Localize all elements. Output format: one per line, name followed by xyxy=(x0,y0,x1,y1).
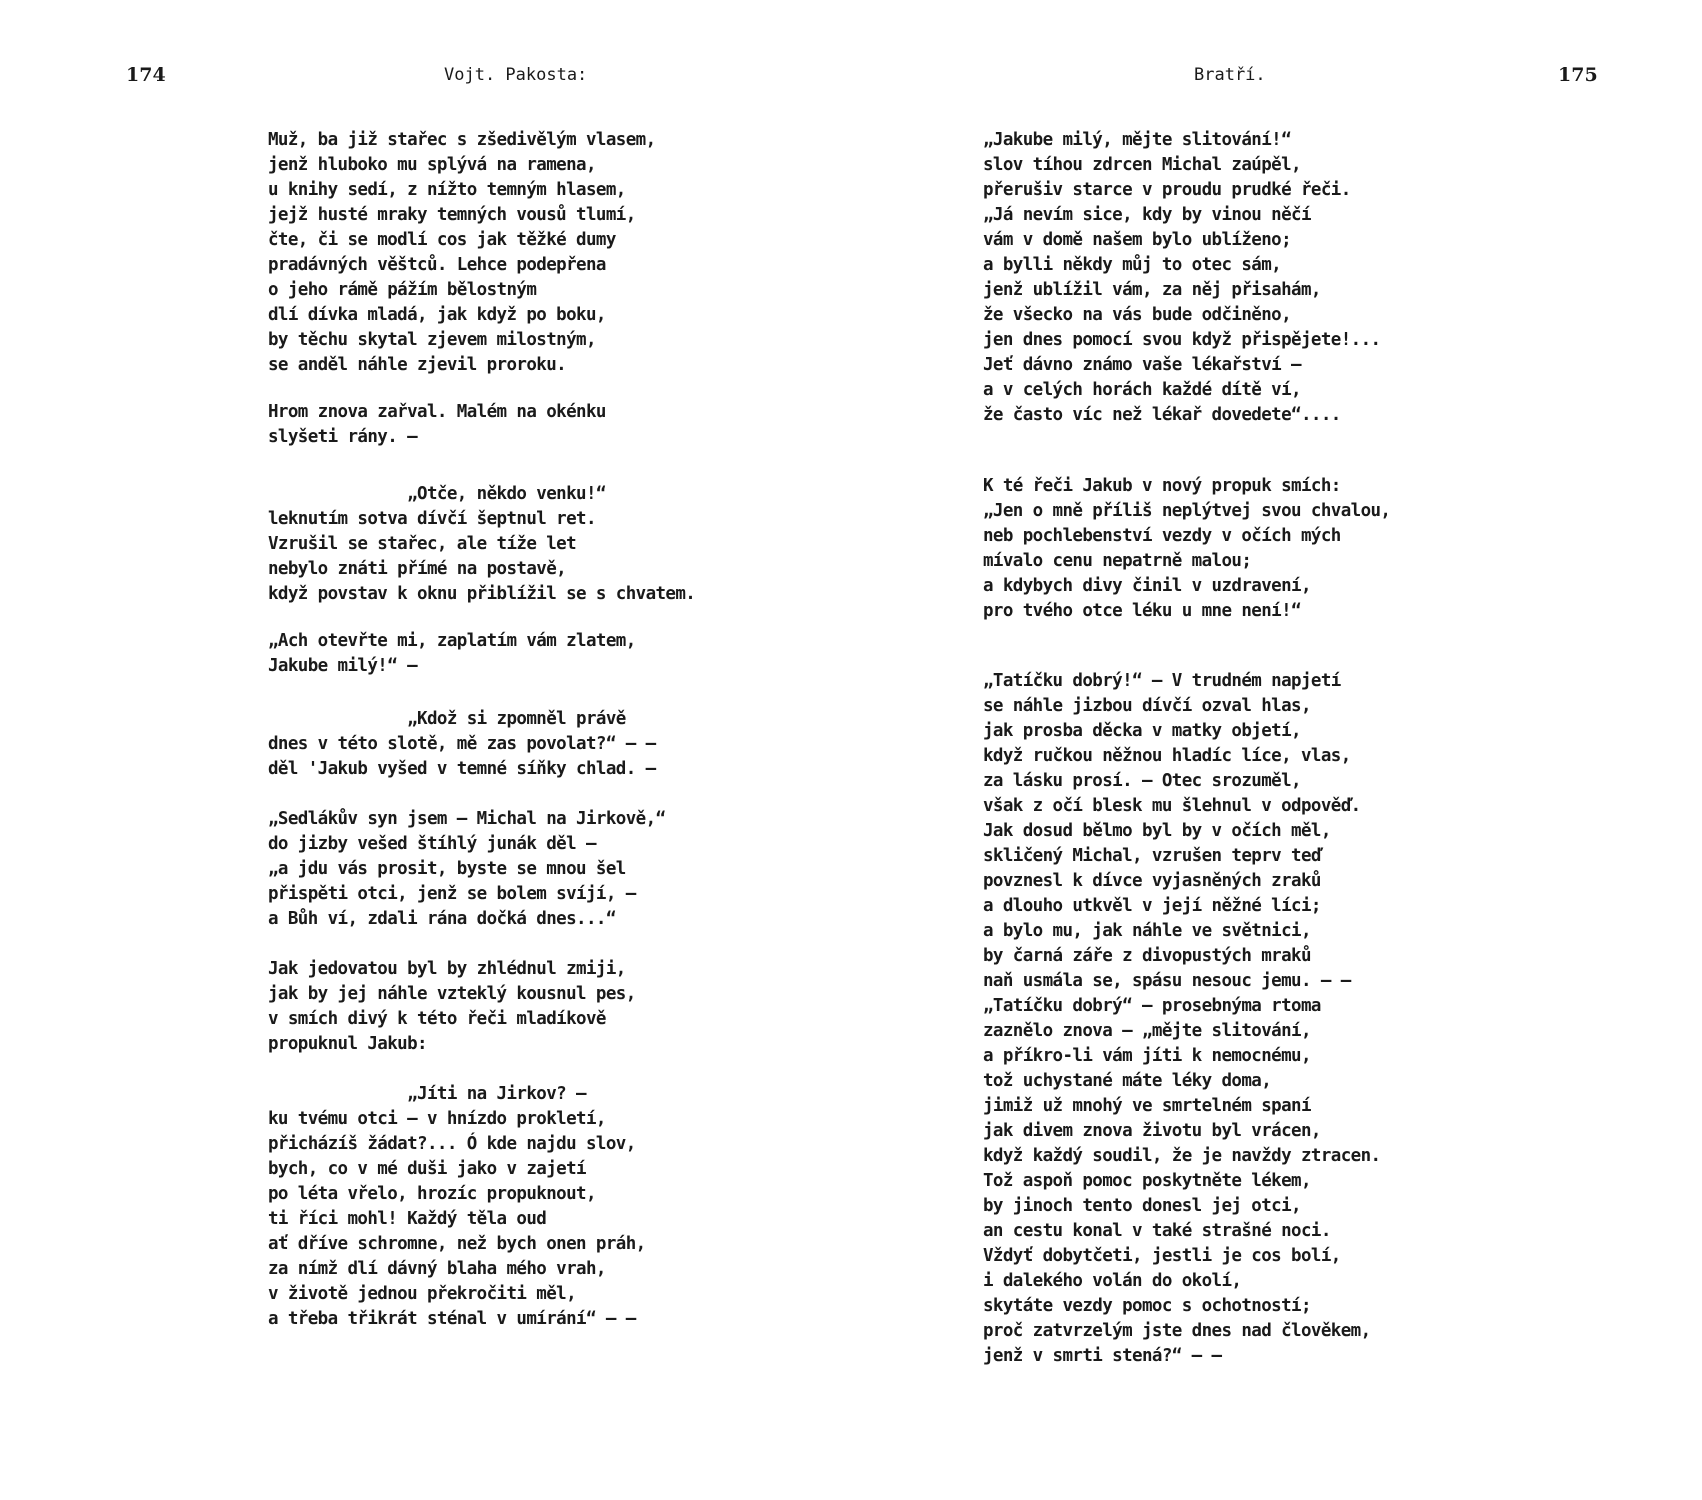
verse-line: v životě jednou překročiti měl, xyxy=(268,1284,577,1304)
stanza xyxy=(268,629,788,679)
verse-line: „Jakube milý, mějte slitování!“ xyxy=(983,130,1292,150)
verse-line: a bylli někdy můj to otec sám, xyxy=(983,255,1282,275)
verse-line: a Bůh ví, zdali rána dočká dnes...“ xyxy=(268,909,616,929)
verse-line: za nímž dlí dávný blaha mého vrah, xyxy=(268,1259,606,1279)
verse-line: naň usmála se, spásu nesouc jemu. — — xyxy=(983,971,1351,991)
verse-line: že všecko na vás bude odčiněno, xyxy=(983,305,1292,325)
verse-line: by těchu skytal zjevem milostným, xyxy=(268,330,596,350)
verse-line: by čarná záře z divopustých mraků xyxy=(983,946,1311,966)
verse-line: ti říci mohl! Každý těla oud xyxy=(268,1209,547,1229)
right-page xyxy=(851,0,1702,1500)
verse-line: však z očí blesk mu šlehnul v odpověď. xyxy=(983,796,1361,816)
verse-line: neb pochlebenství vezdy v očích mých xyxy=(983,526,1341,546)
verse-line: dlí dívka mladá, jak když po boku, xyxy=(268,305,606,325)
verse-line: když ručkou něžnou hladíc líce, vlas, xyxy=(983,746,1351,766)
verse-line: jak by jej náhle vzteklý kousnul pes, xyxy=(268,984,636,1004)
verse-line: i dalekého volán do okolí, xyxy=(983,1271,1242,1291)
page-number: 175 xyxy=(1558,64,1598,86)
verse-line: Vždyť dobytčeti, jestli je cos bolí, xyxy=(983,1246,1341,1266)
verse-line: Jakube milý!“ — xyxy=(268,656,418,676)
verse-line: jejž husté mraky temných vousů tlumí, xyxy=(268,205,636,225)
verse-line: slyšeti rány. — xyxy=(268,427,418,447)
stanza xyxy=(983,474,1503,624)
verse-line: povznesl k dívce vyjasněných zraků xyxy=(983,871,1321,891)
verse-line: Hrom znova zařval. Malém na okénku xyxy=(268,402,606,422)
stanza xyxy=(268,482,788,607)
verse-line: skytáte vezdy pomoc s ochotností; xyxy=(983,1296,1311,1316)
verse-line: vám v domě našem bylo ublíženo; xyxy=(983,230,1292,250)
stanza xyxy=(268,707,788,782)
verse-line: dnes v této slotě, mě zas povolat?“ — — xyxy=(268,734,656,754)
verse-line: „Ach otevřte mi, zaplatím vám zlatem, xyxy=(268,631,636,651)
verse-line: přispěti otci, jenž se bolem svíjí, — xyxy=(268,884,636,904)
verse-line: zaznělo znova — „mějte slitování, xyxy=(983,1021,1311,1041)
page-number: 174 xyxy=(126,64,166,86)
verse-line: jak divem znova životu byl vrácen, xyxy=(983,1121,1321,1141)
verse-line: se anděl náhle zjevil proroku. xyxy=(268,355,567,375)
verse-line: po léta vřelo, hrozíc propuknout, xyxy=(268,1184,596,1204)
verse-line: jimiž už mnohý ve smrtelném spaní xyxy=(983,1096,1311,1116)
verse-line: o jeho rámě pážím bělostným xyxy=(268,280,537,300)
verse-line: „Otče, někdo venku!“ xyxy=(268,484,606,504)
verse-line: by jinoch tento donesl jej otci, xyxy=(983,1196,1301,1216)
verse-line: nebylo znáti přímé na postavě, xyxy=(268,559,567,579)
stanza xyxy=(983,669,1503,1369)
verse-line: u knihy sedí, z nížto temným hlasem, xyxy=(268,180,626,200)
verse-line: mívalo cenu nepatrně malou; xyxy=(983,551,1252,571)
verse-line: slov tíhou zdrcen Michal zaúpěl, xyxy=(983,155,1301,175)
verse-line: a třeba třikrát sténal v umírání“ — — xyxy=(268,1309,636,1329)
verse-line: Vzrušil se stařec, ale tíže let xyxy=(268,534,577,554)
verse-line: pradávných věštců. Lehce podepřena xyxy=(268,255,606,275)
verse-line: děl 'Jakub vyšed v temné síňky chlad. — xyxy=(268,759,656,779)
poem-column xyxy=(983,128,1503,1369)
verse-line: skličený Michal, vzrušen teprv teď xyxy=(983,846,1321,866)
stanza xyxy=(268,400,788,450)
verse-line: a příkro-li vám jíti k nemocnému, xyxy=(983,1046,1311,1066)
verse-line: jen dnes pomocí svou když přispějete!... xyxy=(983,330,1381,350)
verse-line: „Jen o mně příliš neplýtvej svou chvalou, xyxy=(983,501,1391,521)
verse-line: do jizby vešed štíhlý junák děl — xyxy=(268,834,596,854)
verse-line: „Sedlákův syn jsem — Michal na Jirkově,“ xyxy=(268,809,666,829)
verse-line: Jeť dávno známo vaše lékařství — xyxy=(983,355,1301,375)
stanza xyxy=(268,1082,788,1332)
verse-line: když povstav k oknu přiblížil se s chvatem. xyxy=(268,584,696,604)
verse-line: Muž, ba již stařec s zšedivělým vlasem, xyxy=(268,130,656,150)
verse-line: a bylo mu, jak náhle ve světnici, xyxy=(983,921,1311,941)
verse-line: se náhle jizbou dívčí ozval hlas, xyxy=(983,696,1311,716)
verse-line: čte, či se modlí cos jak těžké dumy xyxy=(268,230,616,250)
verse-line: „a jdu vás prosit, byste se mnou šel xyxy=(268,859,626,879)
verse-line: Tož aspoň pomoc poskytněte lékem, xyxy=(983,1171,1311,1191)
verse-line: bych, co v mé duši jako v zajetí xyxy=(268,1159,586,1179)
verse-line: jenž hluboko mu splývá na ramena, xyxy=(268,155,596,175)
stanza xyxy=(268,957,788,1057)
verse-line: jenž ublížil vám, za něj přisahám, xyxy=(983,280,1321,300)
verse-line: přicházíš žádat?... Ó kde najdu slov, xyxy=(268,1134,636,1154)
verse-line: tož uchystané máte léky doma, xyxy=(983,1071,1272,1091)
verse-line: „Tatíčku dobrý!“ — V trudném napjetí xyxy=(983,671,1341,691)
verse-line: v smích divý k této řeči mladíkově xyxy=(268,1009,606,1029)
verse-line: an cestu konal v také strašné noci. xyxy=(983,1221,1331,1241)
running-head: Vojt. Pakosta: xyxy=(444,65,588,85)
verse-line: za lásku prosí. — Otec srozuměl, xyxy=(983,771,1301,791)
verse-line: propuknul Jakub: xyxy=(268,1034,427,1054)
verse-line: a v celých horách každé dítě ví, xyxy=(983,380,1301,400)
stanza xyxy=(268,128,788,378)
verse-line: přerušiv starce v proudu prudké řeči. xyxy=(983,180,1351,200)
verse-line: a dlouho utkvěl v její něžné líci; xyxy=(983,896,1321,916)
verse-line: ku tvému otci — v hnízdo prokletí, xyxy=(268,1109,606,1129)
verse-line: leknutím sotva dívčí šeptnul ret. xyxy=(268,509,596,529)
verse-line: jak prosba děcka v matky objetí, xyxy=(983,721,1301,741)
verse-line: pro tvého otce léku u mne není!“ xyxy=(983,601,1301,621)
verse-line: „Tatíčku dobrý“ — prosebnýma rtoma xyxy=(983,996,1321,1016)
verse-line: a kdybych divy činil v uzdravení, xyxy=(983,576,1311,596)
verse-line: „Jíti na Jirkov? — xyxy=(268,1084,586,1104)
verse-line: Jak dosud bělmo byl by v očích měl, xyxy=(983,821,1331,841)
verse-line: ať dříve schromne, než bych onen práh, xyxy=(268,1234,646,1254)
verse-line: K té řeči Jakub v nový propuk smích: xyxy=(983,476,1341,496)
verse-line: Jak jedovatou byl by zhlédnul zmiji, xyxy=(268,959,626,979)
stanza xyxy=(268,807,788,932)
running-head: Bratří. xyxy=(1194,65,1266,85)
stanza xyxy=(983,128,1503,428)
verse-line: proč zatvrzelým jste dnes nad člověkem, xyxy=(983,1321,1371,1341)
verse-line: jenž v smrti stená?“ — — xyxy=(983,1346,1222,1366)
verse-line: když každý soudil, že je navždy ztracen. xyxy=(983,1146,1381,1166)
verse-line: „Kdož si zpomněl právě xyxy=(268,709,626,729)
verse-line: „Já nevím sice, kdy by vinou něčí xyxy=(983,205,1311,225)
poem-column xyxy=(268,128,788,1332)
verse-line: že často víc než lékař dovedete“.... xyxy=(983,405,1341,425)
